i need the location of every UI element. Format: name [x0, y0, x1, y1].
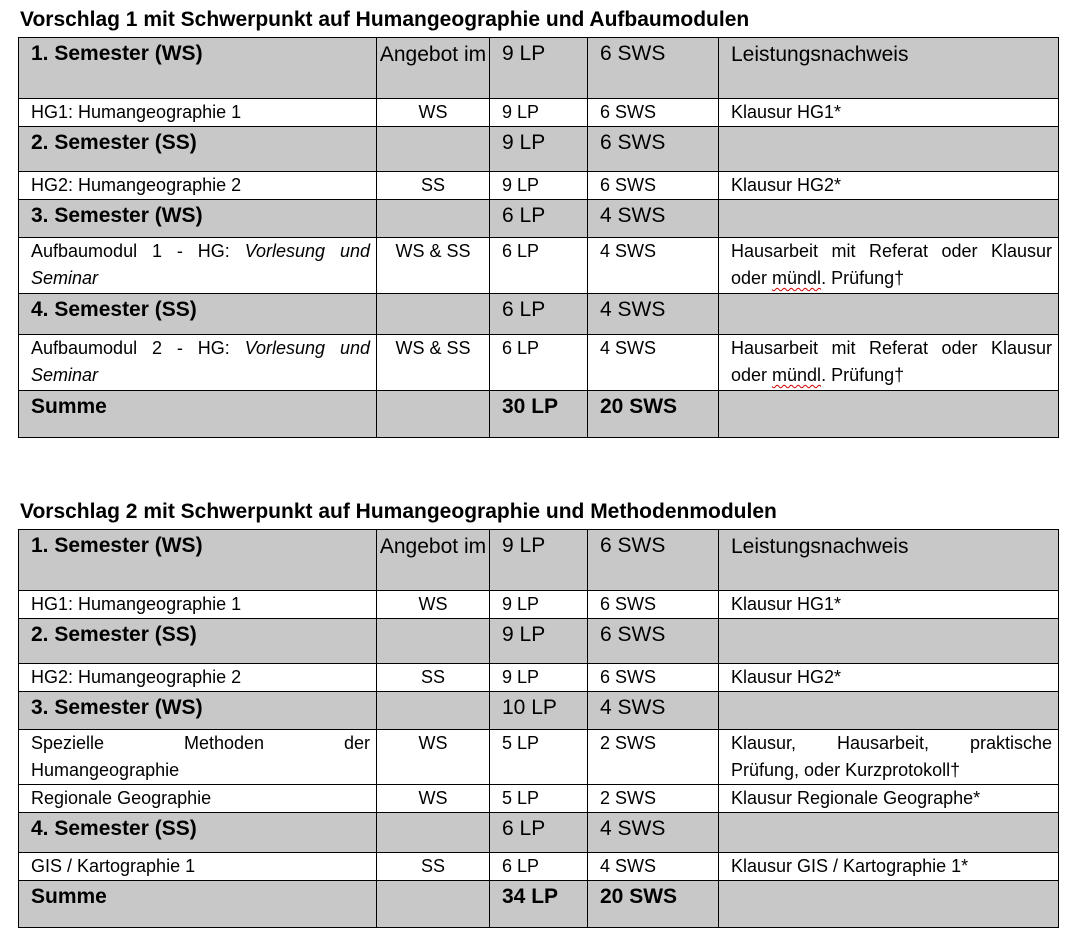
sws-total: 20 SWS [588, 391, 719, 438]
module-offered: SS [377, 853, 490, 881]
sws-value: 6 SWS [588, 664, 719, 692]
column-header-assessment: Leistungsnachweis [719, 530, 1059, 591]
table-row [19, 391, 1059, 438]
empty-cell [377, 813, 490, 853]
lp-value: 6 LP [490, 200, 588, 238]
sws-value: 4 SWS [588, 692, 719, 730]
table-row [19, 172, 1059, 200]
lp-value: 9 LP [490, 127, 588, 172]
module-offered: WS [377, 99, 490, 127]
sws-value: 6 SWS [588, 172, 719, 200]
lp-total: 34 LP [490, 881, 588, 928]
assessment: Klausur Regionale Geographe* [719, 785, 1059, 813]
table-row [19, 294, 1059, 335]
semester-label: 3. Semester (WS) [19, 692, 377, 730]
sws-value: 6 SWS [588, 619, 719, 664]
sum-label: Summe [19, 391, 377, 438]
table-row [19, 730, 1059, 785]
table-row [19, 38, 1059, 99]
lp-value: 5 LP [490, 730, 588, 785]
table-row [19, 127, 1059, 172]
sws-value: 6 SWS [588, 591, 719, 619]
table-row [19, 619, 1059, 664]
sws-value: 2 SWS [588, 785, 719, 813]
module-name: Spezielle Methoden der Humangeographie [19, 730, 377, 785]
table-row [19, 238, 1059, 294]
module-name [19, 238, 377, 294]
sws-value: 6 SWS [588, 38, 719, 99]
empty-cell [719, 881, 1059, 928]
empty-cell [377, 200, 490, 238]
assessment: Klausur HG1* [719, 591, 1059, 619]
module-name [19, 335, 377, 391]
proposal-1-table [18, 37, 1059, 438]
semester-label: 1. Semester (WS) [19, 530, 377, 591]
sum-label: Summe [19, 881, 377, 928]
lp-value: 9 LP [490, 172, 588, 200]
assessment: Klausur GIS / Kartographie 1* [719, 853, 1059, 881]
sws-value: 4 SWS [588, 813, 719, 853]
table-row [19, 785, 1059, 813]
lp-value: 6 LP [490, 335, 588, 391]
column-header-offered: Angebot im [377, 530, 490, 591]
table-row [19, 335, 1059, 391]
module-offered: SS [377, 172, 490, 200]
lp-value: 6 LP [490, 853, 588, 881]
lp-value: 6 LP [490, 813, 588, 853]
lp-value: 9 LP [490, 99, 588, 127]
empty-cell [377, 619, 490, 664]
lp-value: 10 LP [490, 692, 588, 730]
lp-value: 6 LP [490, 294, 588, 335]
empty-cell [377, 881, 490, 928]
lp-value: 9 LP [490, 619, 588, 664]
module-name: HG2: Humangeographie 2 [19, 664, 377, 692]
module-name-prefix: Aufbaumodul 2 - HG: [31, 338, 245, 358]
module-name: Regionale Geographie [19, 785, 377, 813]
module-name-italic: Vorlesung und Seminar [31, 241, 371, 288]
table-row [19, 853, 1059, 881]
assessment-prefix: Hausarbeit mit Referat oder Klausur oder [731, 241, 1052, 288]
semester-label: 2. Semester (SS) [19, 127, 377, 172]
lp-value: 9 LP [490, 664, 588, 692]
module-name: HG1: Humangeographie 1 [19, 591, 377, 619]
assessment-suffix: . Prüfung† [821, 268, 905, 288]
table-row [19, 881, 1059, 928]
table-row [19, 813, 1059, 853]
module-offered: WS & SS [377, 335, 490, 391]
module-name: HG1: Humangeographie 1 [19, 99, 377, 127]
empty-cell [719, 127, 1059, 172]
assessment: Klausur HG1* [719, 99, 1059, 127]
proposal-2-title: Vorschlag 2 mit Schwerpunkt auf Humangeographie und Methodenmodulen [20, 500, 777, 523]
sws-value: 4 SWS [588, 335, 719, 391]
table-row [19, 692, 1059, 730]
empty-cell [719, 692, 1059, 730]
sws-value: 6 SWS [588, 127, 719, 172]
lp-value: 9 LP [490, 591, 588, 619]
empty-cell [719, 200, 1059, 238]
assessment-prefix: Hausarbeit mit Referat oder Klausur oder [731, 338, 1052, 385]
empty-cell [377, 692, 490, 730]
assessment-suffix: . Prüfung† [821, 365, 905, 385]
sws-value: 4 SWS [588, 294, 719, 335]
module-offered: WS [377, 591, 490, 619]
empty-cell [377, 294, 490, 335]
sws-value: 4 SWS [588, 200, 719, 238]
table-row [19, 530, 1059, 591]
semester-label: 1. Semester (WS) [19, 38, 377, 99]
assessment-spellcheck-word: mündl [772, 268, 822, 288]
module-offered: WS & SS [377, 238, 490, 294]
semester-label: 2. Semester (SS) [19, 619, 377, 664]
column-header-assessment: Leistungsnachweis [719, 38, 1059, 99]
empty-cell [719, 294, 1059, 335]
sws-value: 2 SWS [588, 730, 719, 785]
assessment-spellcheck-word: mündl [772, 365, 822, 385]
empty-cell [377, 127, 490, 172]
module-offered: WS [377, 730, 490, 785]
module-name-prefix: Aufbaumodul 1 - HG: [31, 241, 245, 261]
proposal-2-table [18, 529, 1059, 928]
module-offered: SS [377, 664, 490, 692]
assessment: Klausur HG2* [719, 172, 1059, 200]
column-header-offered: Angebot im [377, 38, 490, 99]
sws-value: 4 SWS [588, 853, 719, 881]
assessment: Klausur HG2* [719, 664, 1059, 692]
sws-value: 4 SWS [588, 238, 719, 294]
module-name: GIS / Kartographie 1 [19, 853, 377, 881]
assessment: Klausur, Hausarbeit, praktische Prüfung, oder Kurzprotokoll† [719, 730, 1059, 785]
assessment [719, 335, 1059, 391]
table-row [19, 99, 1059, 127]
sws-value: 6 SWS [588, 99, 719, 127]
empty-cell [377, 391, 490, 438]
empty-cell [719, 813, 1059, 853]
lp-value: 9 LP [490, 530, 588, 591]
table-row [19, 591, 1059, 619]
semester-label: 4. Semester (SS) [19, 813, 377, 853]
proposal-1-title: Vorschlag 1 mit Schwerpunkt auf Humangeographie und Aufbaumodulen [20, 8, 750, 31]
module-name-italic: Vorlesung und Seminar [31, 338, 371, 385]
lp-total: 30 LP [490, 391, 588, 438]
semester-label: 3. Semester (WS) [19, 200, 377, 238]
semester-label: 4. Semester (SS) [19, 294, 377, 335]
empty-cell [719, 619, 1059, 664]
assessment [719, 238, 1059, 294]
sws-value: 6 SWS [588, 530, 719, 591]
module-offered: WS [377, 785, 490, 813]
module-name: HG2: Humangeographie 2 [19, 172, 377, 200]
empty-cell [719, 391, 1059, 438]
lp-value: 9 LP [490, 38, 588, 99]
table-row [19, 200, 1059, 238]
sws-total: 20 SWS [588, 881, 719, 928]
lp-value: 5 LP [490, 785, 588, 813]
table-row [19, 664, 1059, 692]
lp-value: 6 LP [490, 238, 588, 294]
